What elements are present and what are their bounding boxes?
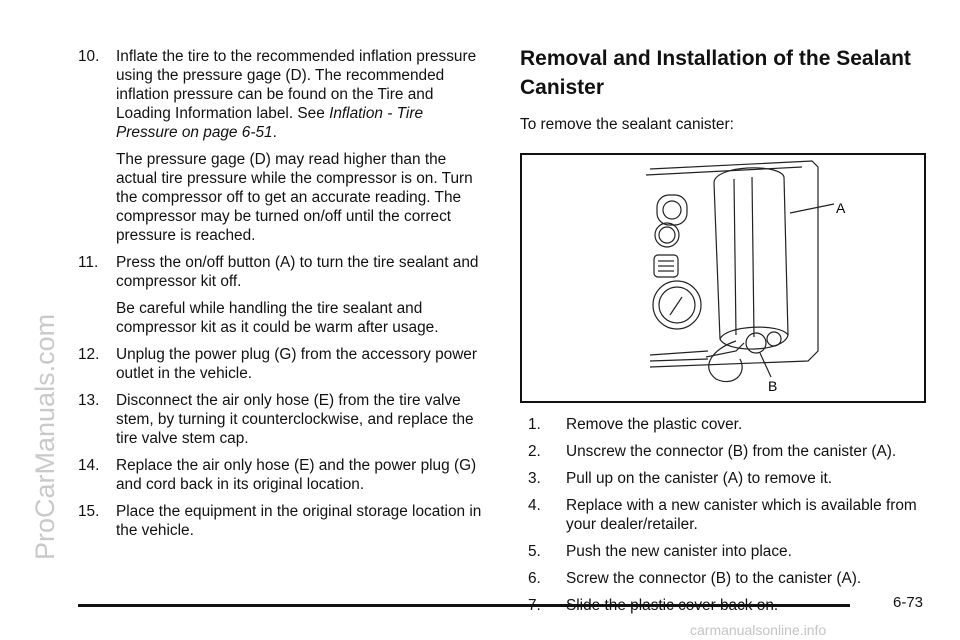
list-item: 1. Remove the plastic cover. (528, 416, 743, 433)
removal-steps (528, 415, 930, 615)
list-item: 13. Disconnect the air only hose (E) from the tire valve stem, by turning it counterclockwise, and replace the tire valve stem cap. (78, 392, 474, 447)
list-item: 5. Push the new canister into place. (528, 543, 792, 560)
canister-illustration (522, 155, 924, 401)
list-item: 14. Replace the air only hose (E) and the power plug (G) and cord back in its original location. (78, 457, 477, 493)
list-item: 11. Press the on/off button (A) to turn the tire sealant and compressor kit off. Be careful while handling the tire sealant and compressor kit as it could be warm after usage. (78, 253, 488, 337)
section-heading: Removal and Installation of the Sealant Canister (520, 47, 911, 99)
list-item: 6. Screw the connector (B) to the canister (A). (528, 570, 862, 587)
footer-site: carmanualsonline.info (690, 622, 827, 638)
right-column (520, 40, 930, 623)
item-note: Be careful while handling the tire sealant and compressor kit as it could be warm after usage. (116, 300, 439, 336)
page-number: 6-73 (893, 594, 924, 611)
list-item: 10. Inflate the tire to the recommended inflation pressure using the pressure gage (D). The recommended inflation pressure can be found on the Tire and Loading Information label. See Inflation - Tire Pressure on page 6-51. The pressure gage (D) may read higher than the actual tire pressure while the compressor is on. Turn the compressor off to get an accurate reading. The compressor may be turned on/off until the correct pressure is reached. (78, 47, 488, 245)
footer-rule (78, 604, 850, 607)
item-note: The pressure gage (D) may read higher than the actual tire pressure while the compressor is on. Turn the compressor off to get an accurate reading. The compressor may be turned on/off until the correct pressure is reached. (116, 151, 473, 244)
list-item: 15. Place the equipment in the original storage location in the vehicle. (78, 503, 482, 539)
page-reference[interactable]: Inflation - Tire Pressure on page 6-51 (116, 105, 424, 141)
intro-text: To remove the sealant canister: (520, 116, 734, 133)
list-item: 12. Unplug the power plug (G) from the accessory power outlet in the vehicle. (78, 346, 477, 382)
sealant-canister-figure (520, 153, 926, 403)
watermark: ProCarManuals.com (30, 313, 60, 560)
callout-label-a: A (836, 200, 846, 216)
list-item: 3. Pull up on the canister (A) to remove it. (528, 470, 833, 487)
callout-label-b: B (768, 378, 778, 394)
list-item: 2. Unscrew the connector (B) from the canister (A). (528, 443, 897, 460)
list-item: 4. Replace with a new canister which is available from your dealer/retailer. (528, 497, 917, 533)
left-column (78, 47, 488, 548)
